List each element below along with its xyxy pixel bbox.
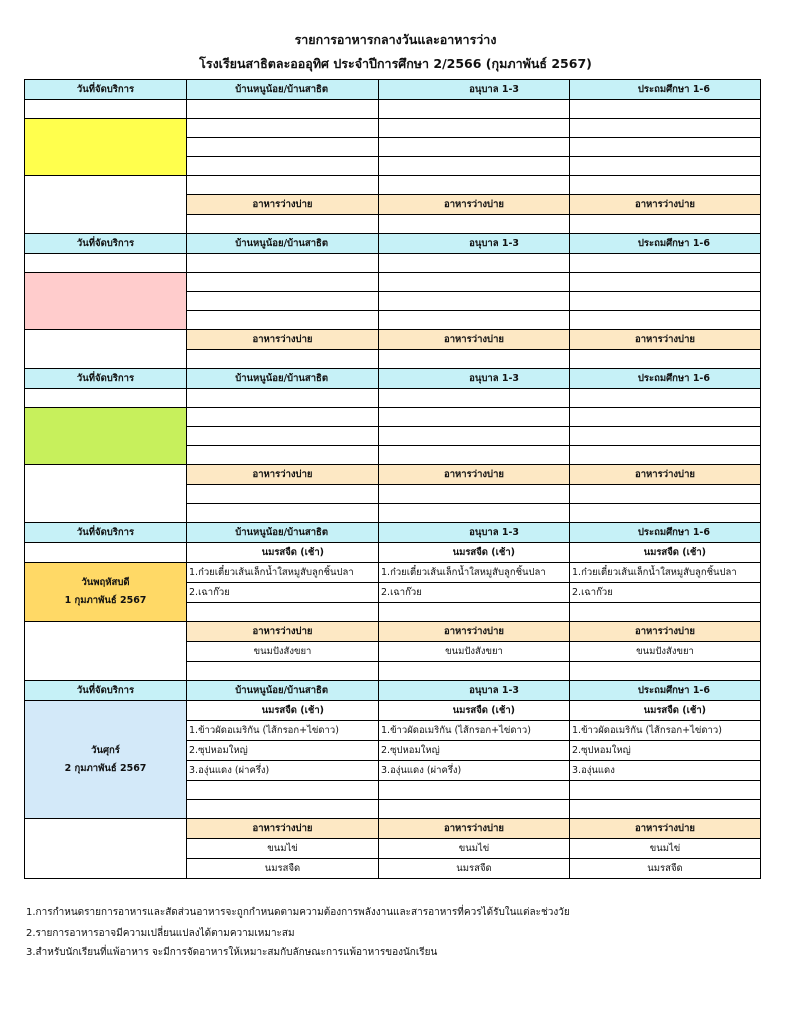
- snack-item: นมรสจืด: [379, 859, 570, 879]
- snack-header: อาหารว่างบ่าย: [379, 819, 570, 839]
- column-header-primary: ประถมศึกษา 1-6: [570, 523, 761, 543]
- table-row: [25, 701, 761, 721]
- snack-header-row: [25, 176, 761, 195]
- snack-header: อาหารว่างบ่าย: [379, 465, 570, 485]
- snack-item: ขนมปังสังขยา: [379, 642, 570, 662]
- table-row: [25, 543, 761, 563]
- day-cell-yellow: [25, 119, 187, 176]
- column-header-preschool: บ้านหนูน้อย/บ้านสาธิต: [187, 523, 379, 543]
- block-header-row: [25, 523, 761, 543]
- menu-item: 1.ก๋วยเตี๋ยวเส้นเล็กน้ำใสหมูสับลูกชิ้นปลา: [570, 563, 761, 583]
- menu-item: 1.ข้าวผัดอเมริกัน (ไส้กรอก+ไข่ดาว): [570, 721, 761, 741]
- snack-header: อาหารว่างบ่าย: [570, 465, 761, 485]
- column-header-primary: ประถมศึกษา 1-6: [570, 80, 761, 100]
- day-cell-lime: [25, 408, 187, 465]
- column-header-primary: ประถมศึกษา 1-6: [570, 681, 761, 701]
- table-row: [25, 563, 761, 583]
- snack-header-row: [25, 819, 761, 839]
- snack-header: อาหารว่างบ่าย: [187, 819, 379, 839]
- date-column-header: วันที่จัดบริการ: [25, 369, 187, 389]
- column-header-preschool: บ้านหนูน้อย/บ้านสาธิต: [187, 369, 379, 389]
- column-header-preschool: บ้านหนูน้อย/บ้านสาธิต: [187, 681, 379, 701]
- snack-header: อาหารว่างบ่าย: [187, 330, 379, 350]
- menu-item: 3.องุ่นแดง: [570, 761, 761, 781]
- menu-item: 1.ก๋วยเตี๋ยวเส้นเล็กน้ำใสหมูสับลูกชิ้นปลา: [187, 563, 379, 583]
- block-header-row: [25, 681, 761, 701]
- column-header-kindergarten: อนุบาล 1-3: [379, 681, 570, 701]
- snack-header: อาหารว่างบ่าย: [570, 195, 761, 215]
- day-date: 2 กุมภาพันธ์ 2567: [64, 762, 147, 774]
- morning-milk: นมรสจืด (เช้า): [379, 543, 570, 563]
- morning-milk: นมรสจืด (เช้า): [187, 543, 379, 563]
- snack-header-row: [25, 330, 761, 350]
- snack-item: นมรสจืด: [570, 859, 761, 879]
- column-header-primary: ประถมศึกษา 1-6: [570, 234, 761, 254]
- menu-title: รายการอาหารกลางวันและอาหารว่าง: [294, 32, 497, 47]
- table-row: [25, 408, 761, 427]
- date-column-header: วันที่จัดบริการ: [25, 234, 187, 254]
- morning-milk: นมรสจืด (เช้า): [187, 701, 379, 721]
- snack-header: อาหารว่างบ่าย: [187, 622, 379, 642]
- morning-milk: นมรสจืด (เช้า): [570, 701, 761, 721]
- snack-item: ขนมไข่: [570, 839, 761, 859]
- morning-milk: นมรสจืด (เช้า): [379, 701, 570, 721]
- snack-item: ขนมไข่: [187, 839, 379, 859]
- menu-item: 2.เฉาก๊วย: [379, 583, 570, 603]
- column-header-preschool: บ้านหนูน้อย/บ้านสาธิต: [187, 234, 379, 254]
- note-2: 2.รายการอาหารอาจมีความเปลี่ยนแปลงได้ตามความเหมาะสม: [26, 928, 295, 939]
- note-1: 1.การกำหนดรายการอาหารและสัดส่วนอาหารจะถูกกำหนดตามความต้องการพลังงานและสารอาหารที่ควรได้รับในแต่ละช่วงวัย: [26, 907, 570, 918]
- day-cell-thursday: [25, 563, 187, 622]
- block-header-row: [25, 80, 761, 100]
- column-header-kindergarten: อนุบาล 1-3: [379, 80, 570, 100]
- column-header-kindergarten: อนุบาล 1-3: [379, 523, 570, 543]
- block-header-row: [25, 234, 761, 254]
- snack-header: อาหารว่างบ่าย: [379, 195, 570, 215]
- menu-subtitle: โรงเรียนสาธิตละอออุทิศ ประจำปีการศึกษา 2/2566 (กุมภาพันธ์ 2567): [199, 56, 592, 71]
- menu-item: 2.เฉาก๊วย: [187, 583, 379, 603]
- date-column-header: วันที่จัดบริการ: [25, 80, 187, 100]
- snack-header: อาหารว่างบ่าย: [379, 330, 570, 350]
- day-date: 1 กุมภาพันธ์ 2567: [64, 595, 147, 606]
- menu-item: 2.ซุปหอมใหญ่: [379, 741, 570, 761]
- snack-header: อาหารว่างบ่าย: [187, 465, 379, 485]
- snack-header: อาหารว่างบ่าย: [570, 819, 761, 839]
- column-header-kindergarten: อนุบาล 1-3: [379, 234, 570, 254]
- block-header-row: [25, 369, 761, 389]
- snack-header: อาหารว่างบ่าย: [379, 622, 570, 642]
- snack-header-row: [25, 622, 761, 642]
- menu-item: 2.เฉาก๊วย: [570, 583, 761, 603]
- menu-item: 3.องุ่นแดง (ผ่าครึ่ง): [187, 761, 379, 781]
- table-row: [25, 100, 761, 119]
- snack-item: ขนมปังสังขยา: [570, 642, 761, 662]
- snack-header: อาหารว่างบ่าย: [187, 195, 379, 215]
- table-row: [25, 119, 761, 138]
- column-header-preschool: บ้านหนูน้อย/บ้านสาธิต: [187, 80, 379, 100]
- menu-item: 2.ซุปหอมใหญ่: [187, 741, 379, 761]
- snack-item: นมรสจืด: [187, 859, 379, 879]
- snack-header: อาหารว่างบ่าย: [570, 622, 761, 642]
- table-row: [25, 273, 761, 292]
- snack-item: ขนมไข่: [379, 839, 570, 859]
- menu-item: 1.ข้าวผัดอเมริกัน (ไส้กรอก+ไข่ดาว): [379, 721, 570, 741]
- date-column-header: วันที่จัดบริการ: [25, 523, 187, 543]
- date-column-header: วันที่จัดบริการ: [25, 681, 187, 701]
- column-header-primary: ประถมศึกษา 1-6: [570, 369, 761, 389]
- date-cell: [25, 100, 187, 119]
- menu-item: 3.องุ่นแดง (ผ่าครึ่ง): [379, 761, 570, 781]
- menu-item: 1.ก๋วยเตี๋ยวเส้นเล็กน้ำใสหมูสับลูกชิ้นปลา: [379, 563, 570, 583]
- day-cell-friday: [25, 701, 187, 819]
- menu-item: 2.ซุปหอมใหญ่: [570, 741, 761, 761]
- snack-header-row: [25, 465, 761, 485]
- column-header-kindergarten: อนุบาล 1-3: [379, 369, 570, 389]
- table-row: [25, 389, 761, 408]
- morning-milk: นมรสจืด (เช้า): [570, 543, 761, 563]
- day-name: วันศุกร์: [91, 744, 120, 756]
- note-3: 3.สำหรับนักเรียนที่แพ้อาหาร จะมีการจัดอาหารให้เหมาะสมกับลักษณะการแพ้อาหารของนักเรียน: [26, 947, 438, 958]
- snack-item: ขนมปังสังขยา: [187, 642, 379, 662]
- snack-header: อาหารว่างบ่าย: [570, 330, 761, 350]
- day-name: วันพฤหัสบดี: [81, 577, 130, 588]
- menu-table: [24, 79, 761, 879]
- day-cell-pink: [25, 273, 187, 330]
- table-row: [25, 254, 761, 273]
- menu-item: 1.ข้าวผัดอเมริกัน (ไส้กรอก+ไข่ดาว): [187, 721, 379, 741]
